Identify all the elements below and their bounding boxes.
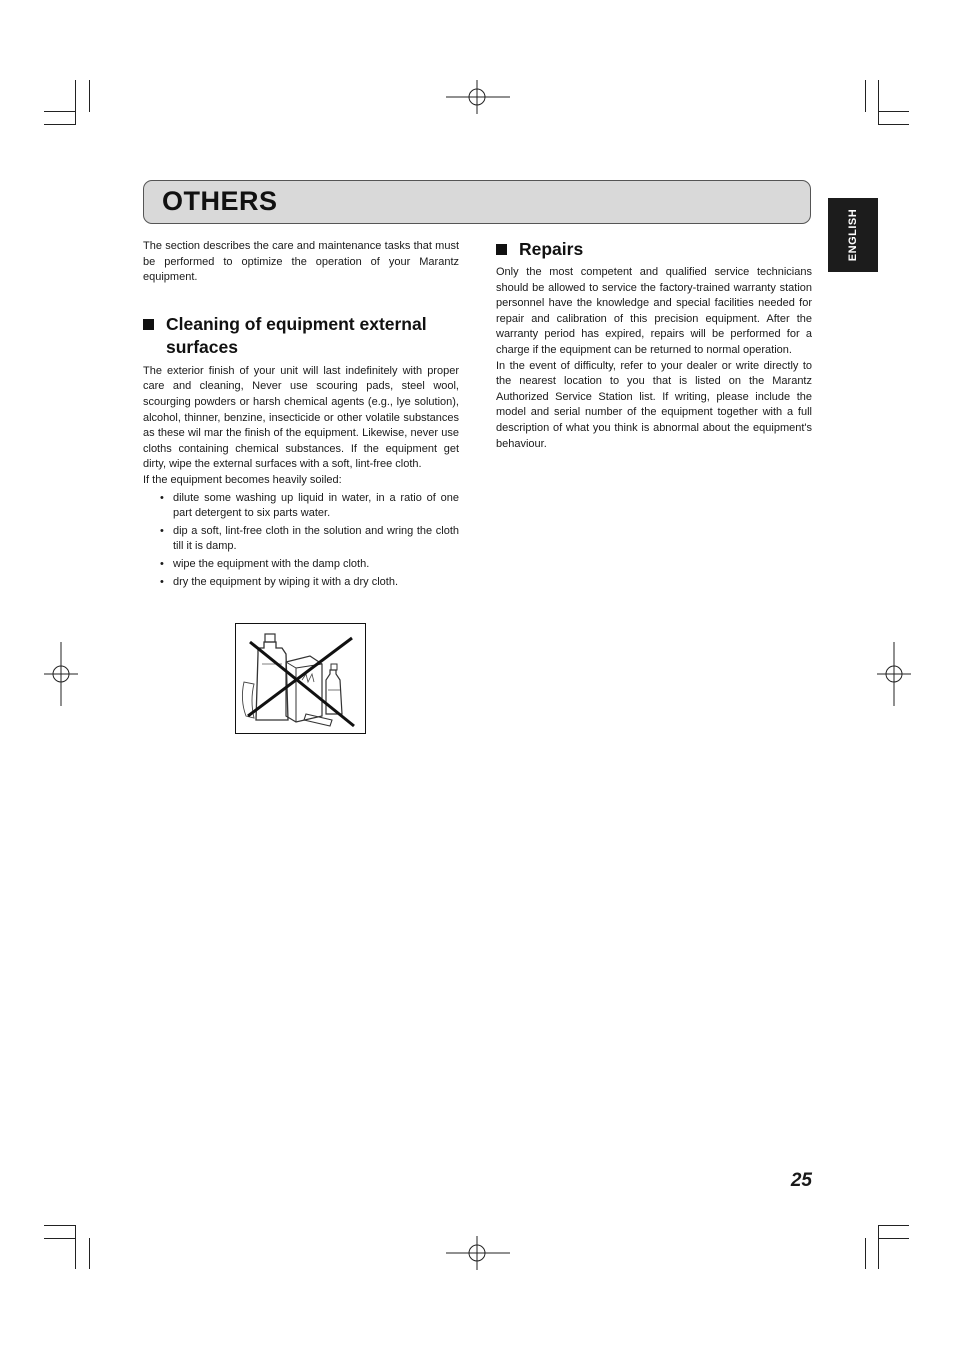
cleaning-paragraph: The exterior finish of your unit will last indefinitely with proper care and cleaning, Never use scouring pads, steel wool, scourging powders or harsh chemical agents (e.g., lye solution), alcohol, thinner, benzine, insecticide or other volatile substances as these wil mar the finish of the equipment. Likewise, never use cloths containing chemical substances. If the equipment get dirty, wipe the external surfaces with a soft, lint-free cloth.	[143, 364, 459, 471]
list-item: • dry the equipment by wiping it with a dry cloth.	[143, 575, 459, 591]
repairs-paragraph-1: Only the most competent and qualified service technicians should be allowed to service the factory-trained warranty station personnel have the knowledge and special facilities needed for repair and calibration of this precision equipment. After the warranty period has expired, repairs will be performed for a charge if the equipment can be returned to normal operation.	[496, 266, 812, 356]
registration-mark-left	[44, 642, 78, 706]
black-square-bullet-icon	[496, 244, 507, 255]
intro-paragraph: The section describes the care and maintenance tasks that must be performed to optimize the operation of your Marantz equipment.	[143, 240, 459, 284]
list-item: • dip a soft, lint-free cloth in the solution and wring the cloth till it is damp.	[160, 524, 459, 553]
repairs-heading-text: Repairs	[519, 239, 584, 259]
bullet-dot-icon: •	[160, 491, 164, 504]
cleaning-steps-list	[143, 491, 459, 591]
list-item: • dilute some washing up liquid in water, in a ratio of one part detergent to six parts water.	[160, 491, 459, 520]
language-tab	[828, 198, 878, 272]
bullet-dot-icon: •	[160, 557, 164, 570]
cleaning-heading-text: Cleaning of equipment external surfaces	[166, 313, 427, 357]
section-title-bar	[143, 180, 811, 224]
page-title: OTHERS	[162, 186, 278, 216]
list-item: • wipe the equipment with the damp cloth.	[143, 557, 459, 573]
crossed-out-chemicals-icon	[235, 623, 366, 734]
black-square-bullet-icon	[143, 319, 154, 330]
repairs-paragraph-2: In the event of difficulty, refer to your dealer or write directly to the nearest location to you that is listed on the Marantz Authorized Service Station list. If writing, please include the model and serial number of the equipment together with a full description of what you think is abnormal about the equipment's behaviour.	[496, 359, 812, 450]
bullet-dot-icon: •	[160, 524, 164, 537]
page-number: 25	[790, 1170, 812, 1191]
registration-mark-right	[877, 642, 911, 706]
registration-mark-top	[446, 80, 510, 114]
left-column	[143, 239, 459, 592]
bullet-dot-icon: •	[160, 575, 164, 588]
soiled-intro: If the equipment becomes heavily soiled:	[143, 473, 342, 486]
cleaning-heading	[143, 313, 459, 359]
language-tab-label: ENGLISH	[847, 208, 859, 262]
repairs-heading	[496, 238, 812, 261]
registration-mark-bottom	[446, 1236, 510, 1270]
right-column	[496, 238, 812, 452]
